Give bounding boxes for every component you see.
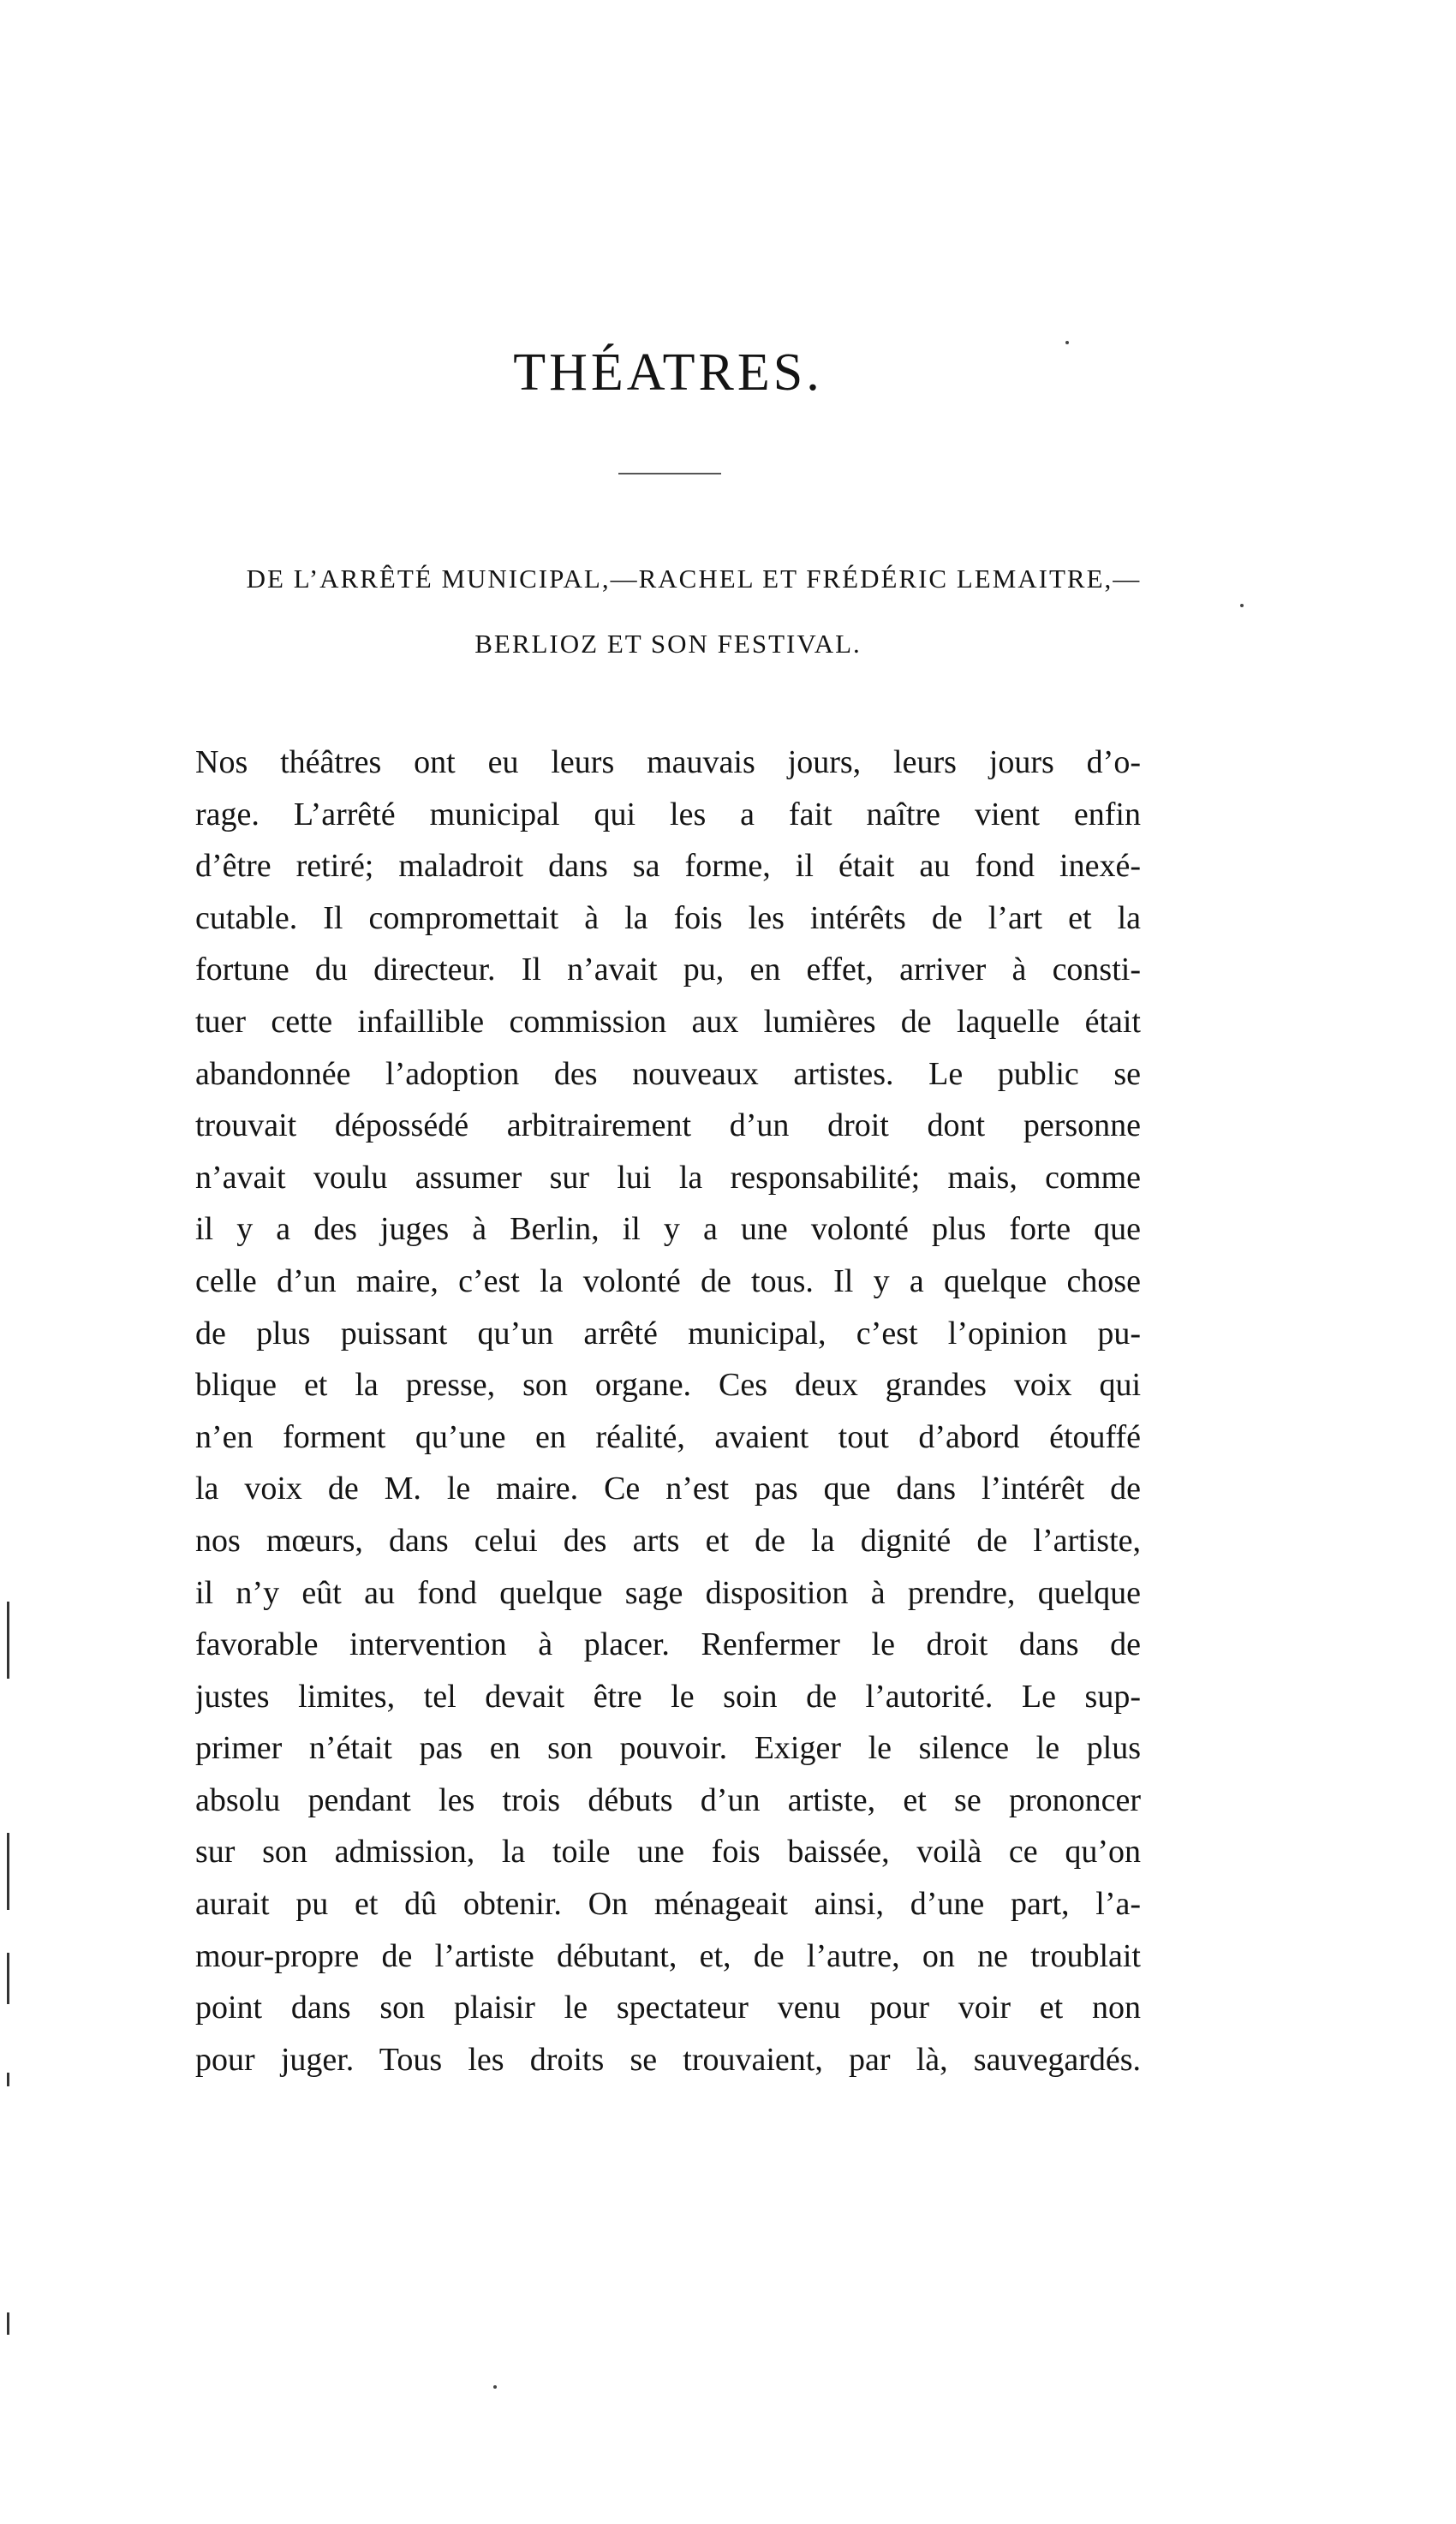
text-line: la voix de M. le maire. Ce n’est pas que dans l’intérêt de [195,1471,1141,1507]
text-line: sur son admission, la toile une fois baissée, voilà ce qu’on [195,1834,1141,1871]
text-line: absolu pendant les trois débuts d’un artiste, et se prononcer [195,1781,1141,1818]
scan-speck [493,2385,497,2389]
text-line: fortune du directeur. Il n’avait pu, en effet, arriver à consti- [195,952,1141,988]
text-line: abandonnée l’adoption des nouveaux artistes. Le public se [195,1055,1141,1092]
text-line: favorable intervention à placer. Renfermer le droit dans de [195,1626,1141,1663]
scan-margin-mark [7,2312,9,2335]
text-line: pour juger. Tous les droits se trouvaient, par là, sauvegardés. [195,2041,1141,2078]
scan-margin-mark [7,1602,9,1679]
scan-margin-mark [7,2073,9,2086]
text-line: point dans son plaisir le spectateur venu pour voir et non [195,1990,1141,2026]
text-line: il n’y eût au fond quelque sage disposition à prendre, quelque [195,1574,1141,1611]
text-line: Nos théâtres ont eu leurs mauvais jours, leurs jours d’o- [195,744,1141,780]
text-line: primer n’était pas en son pouvoir. Exiger le silence le plus [195,1730,1141,1767]
text-line: il y a des juges à Berlin, il y a une volonté plus forte que [195,1211,1141,1248]
scan-speck [1240,604,1244,607]
text-line: n’en forment qu’une en réalité, avaient tout d’abord étouffé [195,1418,1141,1455]
text-line: n’avait voulu assumer sur lui la responsabilité; mais, comme [195,1159,1141,1196]
text-line: de plus puissant qu’un arrêté municipal, c’est l’opinion pu- [195,1315,1141,1352]
text-line: mour-propre de l’artiste débutant, et, de l’autre, on ne troublait [195,1937,1141,1974]
scan-margin-mark [7,1953,9,2004]
text-line: trouvait dépossédé arbitrairement d’un droit dont personne [195,1107,1141,1144]
chapter-subtitle-line-2: BERLIOZ ET SON FESTIVAL. [474,629,862,659]
text-line: blique et la presse, son organe. Ces deux grandes voix qui [195,1367,1141,1404]
scan-speck [1065,341,1069,344]
title-divider [618,473,721,474]
scan-margin-mark [7,1833,9,1910]
text-line: nos mœurs, dans celui des arts et de la dignité de l’artiste, [195,1522,1141,1559]
text-line: aurait pu et dû obtenir. On ménageait ainsi, d’une part, l’a- [195,1886,1141,1923]
text-line: justes limites, tel devait être le soin de l’autorité. Le sup- [195,1678,1141,1715]
text-line: cutable. Il compromettait à la fois les intérêts de l’art et la [195,899,1141,936]
text-line: tuer cette infaillible commission aux lumières de laquelle était [195,1003,1141,1040]
text-line: rage. L’arrêté municipal qui les a fait naître vient enfin [195,796,1141,832]
text-line: d’être retiré; maladroit dans sa forme, il était au fond inexé- [195,848,1141,885]
body-paragraph [195,737,1141,2085]
text-line: celle d’un maire, c’est la volonté de tous. Il y a quelque chose [195,1262,1141,1299]
chapter-title: THÉATRES. [513,343,823,402]
chapter-subtitle-line-1: DE L’ARRÊTÉ MUNICIPAL,—RACHEL ET FRÉDÉRIC LEMAITRE,— [246,564,1142,594]
